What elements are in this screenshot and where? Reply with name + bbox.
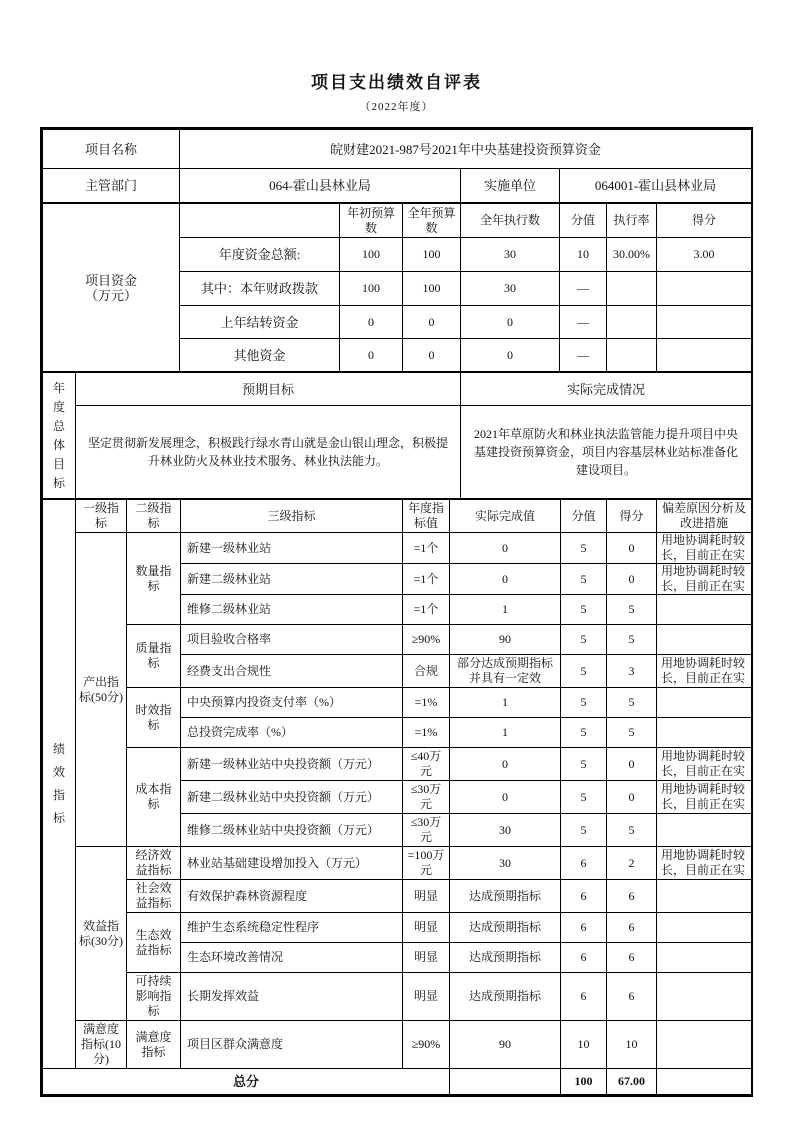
l3-indicator-cell: 新建一级林业站中央投资额（万元）	[181, 748, 403, 781]
funding-header-score-max: 分值	[560, 204, 607, 238]
l2-satisfaction: 满意度指标	[127, 1021, 181, 1069]
funding-cell: 0	[461, 306, 560, 339]
l2-quality-indicators: 质量指标	[127, 625, 181, 688]
deviation-cell: 用地协调耗时较长，目前正在实	[657, 847, 752, 880]
actual-cell: 30	[450, 847, 561, 880]
funding-cell: 100	[403, 272, 461, 306]
deviation-cell: 用地协调耗时较长，目前正在实	[657, 655, 752, 688]
expected-goal-header: 预期目标	[76, 373, 461, 406]
funding-cell: 0	[403, 306, 461, 339]
actual-cell: 0	[450, 748, 561, 781]
impl-value: 064001-霍山县林业局	[560, 169, 752, 203]
funding-header-exec-rate: 执行率	[607, 204, 657, 238]
actual-cell: 0	[450, 781, 561, 814]
score-cell: 0	[607, 781, 657, 814]
l2-quantity-indicators: 数量指标	[127, 533, 181, 625]
deviation-cell	[657, 943, 752, 973]
l3-indicator-cell: 总投资完成率（%）	[181, 718, 403, 748]
l3-indicator-cell: 长期发挥效益	[181, 973, 403, 1021]
funding-cell: —	[560, 339, 607, 372]
score-cell: 5	[607, 625, 657, 655]
deviation-cell	[657, 718, 752, 748]
funding-cell: 30	[461, 272, 560, 306]
score-cell: 0	[607, 748, 657, 781]
l2-cost-indicators: 成本指标	[127, 748, 181, 847]
target-cell: =1%	[403, 688, 450, 718]
target-cell: 明显	[403, 913, 450, 943]
l3-indicator-cell: 新建二级林业站	[181, 564, 403, 595]
info-table	[42, 129, 752, 203]
funding-cell	[657, 339, 752, 372]
score-cell: 10	[607, 1021, 657, 1069]
indicator-row	[43, 533, 752, 564]
header-target: 年度指标值	[403, 500, 450, 533]
impl-label: 实施单位	[461, 169, 560, 203]
goals-side-label: 年度总体目标	[43, 373, 76, 499]
header-score-max: 分值	[561, 500, 607, 533]
actual-cell: 0	[450, 564, 561, 595]
indicators-header-row	[43, 500, 752, 533]
funding-empty-header	[180, 204, 340, 238]
funding-cell	[607, 339, 657, 372]
l1-benefit-indicators: 效益指标(30分)	[76, 847, 127, 1021]
score-cell: 6	[607, 880, 657, 913]
funding-table	[42, 203, 752, 372]
actual-cell: 达成预期指标	[450, 973, 561, 1021]
score-cell: 5	[607, 688, 657, 718]
target-cell: =1个	[403, 595, 450, 625]
target-cell: ≤30万元	[403, 781, 450, 814]
dept-label: 主管部门	[43, 169, 180, 203]
funding-cell: —	[560, 272, 607, 306]
score-max-cell: 6	[561, 847, 607, 880]
dept-value: 064-霍山县林业局	[180, 169, 461, 203]
l3-indicator-cell: 林业站基础建设增加投入（万元）	[181, 847, 403, 880]
l3-indicator-cell: 生态环境改善情况	[181, 943, 403, 973]
deviation-cell	[657, 688, 752, 718]
score-max-cell: 5	[561, 718, 607, 748]
funding-header-initial-budget: 年初预算数	[340, 204, 403, 238]
l3-indicator-cell: 维护生态系统稳定性程序	[181, 913, 403, 943]
score-cell: 3	[607, 655, 657, 688]
target-cell: 明显	[403, 973, 450, 1021]
l3-indicator-cell: 有效保护森林资源程度	[181, 880, 403, 913]
score-max-cell: 5	[561, 688, 607, 718]
actual-cell: 1	[450, 688, 561, 718]
deviation-cell	[657, 625, 752, 655]
funding-row-label: 其他资金	[180, 339, 340, 372]
page-subtitle: （2022年度）	[359, 101, 434, 113]
page-title: 项目支出绩效自评表	[311, 73, 482, 92]
indicator-row	[43, 625, 752, 655]
actual-cell: 90	[450, 625, 561, 655]
deviation-cell: 用地协调耗时较长，目前正在实	[657, 533, 752, 564]
actual-completion-header: 实际完成情况	[461, 373, 752, 406]
score-max-cell: 5	[561, 814, 607, 847]
l1-satisfaction-indicators: 满意度指标(10分)	[76, 1021, 127, 1069]
funding-row-label: 年度资金总额:	[180, 238, 340, 272]
actual-cell: 90	[450, 1021, 561, 1069]
main-table	[40, 127, 753, 1097]
actual-cell: 达成预期指标	[450, 943, 561, 973]
header-l3: 三级指标	[181, 500, 403, 533]
score-max-cell: 5	[561, 655, 607, 688]
funding-cell: 0	[461, 339, 560, 372]
l3-indicator-cell: 维修二级林业站	[181, 595, 403, 625]
funding-cell: 100	[340, 272, 403, 306]
indicator-row	[43, 880, 752, 913]
score-cell: 5	[607, 595, 657, 625]
project-name-label: 项目名称	[43, 130, 180, 169]
l3-indicator-cell: 中央预算内投资支付率（%）	[181, 688, 403, 718]
score-max-cell: 6	[561, 913, 607, 943]
l3-indicator-cell: 项目验收合格率	[181, 625, 403, 655]
indicator-row	[43, 847, 752, 880]
score-cell: 0	[607, 564, 657, 595]
header-deviation: 偏差原因分析及改进措施	[657, 500, 752, 533]
score-cell: 6	[607, 913, 657, 943]
header-l1: 一级指标	[76, 500, 127, 533]
score-cell: 6	[607, 973, 657, 1021]
deviation-cell	[657, 880, 752, 913]
l3-indicator-cell: 新建二级林业站中央投资额（万元）	[181, 781, 403, 814]
actual-cell: 达成预期指标	[450, 913, 561, 943]
indicator-row	[43, 973, 752, 1021]
target-cell: ≤30万元	[403, 814, 450, 847]
score-max-cell: 5	[561, 564, 607, 595]
score-max-cell: 10	[561, 1021, 607, 1069]
score-cell: 6	[607, 943, 657, 973]
funding-cell: 30	[461, 238, 560, 272]
actual-cell: 30	[450, 814, 561, 847]
score-max-cell: 6	[561, 973, 607, 1021]
funding-header-score: 得分	[657, 204, 752, 238]
l3-indicator-cell: 经费支出合规性	[181, 655, 403, 688]
funding-cell: 100	[340, 238, 403, 272]
funding-cell	[657, 272, 752, 306]
funding-cell: —	[560, 306, 607, 339]
header-score: 得分	[607, 500, 657, 533]
l1-output-indicators: 产出指标(50分)	[76, 533, 127, 847]
actual-cell: 0	[450, 533, 561, 564]
deviation-cell: 用地协调耗时较长，目前正在实	[657, 781, 752, 814]
funding-cell	[607, 306, 657, 339]
target-cell: ≥90%	[403, 1021, 450, 1069]
deviation-cell	[657, 913, 752, 943]
score-cell: 5	[607, 718, 657, 748]
score-max-cell: 5	[561, 533, 607, 564]
indicator-row	[43, 748, 752, 781]
score-max-cell: 6	[561, 880, 607, 913]
funding-row-label: 上年结转资金	[180, 306, 340, 339]
target-cell: =100万元	[403, 847, 450, 880]
actual-completion-text: 2021年草原防火和林业执法监管能力提升项目中央基建投资预算资金，项目内容基层林业站标准备化建设项目。	[461, 406, 752, 499]
total-score-max-cell: 100	[561, 1069, 607, 1095]
total-score-label: 总分	[43, 1069, 450, 1095]
funding-header-executed: 全年执行数	[461, 204, 560, 238]
project-name-value: 皖财建2021-987号2021年中央基建投资预算资金	[180, 130, 752, 169]
l3-indicator-cell: 新建一级林业站	[181, 533, 403, 564]
total-score-row	[43, 1069, 752, 1095]
score-max-cell: 5	[561, 595, 607, 625]
score-max-cell: 5	[561, 748, 607, 781]
l2-timeliness-indicators: 时效指标	[127, 688, 181, 748]
funding-cell: 0	[340, 306, 403, 339]
funding-cell: 0	[340, 339, 403, 372]
target-cell: =1%	[403, 718, 450, 748]
score-max-cell: 5	[561, 625, 607, 655]
l3-indicator-cell: 维修二级林业站中央投资额（万元）	[181, 814, 403, 847]
target-cell: 合规	[403, 655, 450, 688]
indicator-row	[43, 1021, 752, 1069]
indicator-row	[43, 913, 752, 943]
total-score-cell: 67.00	[607, 1069, 657, 1095]
deviation-cell	[657, 595, 752, 625]
indicator-row	[43, 688, 752, 718]
target-cell: ≤40万元	[403, 748, 450, 781]
deviation-cell	[657, 814, 752, 847]
total-actual-cell	[450, 1069, 561, 1095]
funding-cell: 3.00	[657, 238, 752, 272]
target-cell: =1个	[403, 533, 450, 564]
funding-side-label: 项目资金（万元）	[43, 204, 180, 372]
l2-social-benefit: 社会效益指标	[127, 880, 181, 913]
l3-indicator-cell: 项目区群众满意度	[181, 1021, 403, 1069]
target-cell: =1个	[403, 564, 450, 595]
deviation-cell	[657, 973, 752, 1021]
header-actual: 实际完成值	[450, 500, 561, 533]
actual-cell: 1	[450, 595, 561, 625]
funding-cell: 10	[560, 238, 607, 272]
actual-cell: 部分达成预期指标并具有一定效	[450, 655, 561, 688]
actual-cell: 达成预期指标	[450, 880, 561, 913]
funding-cell	[657, 306, 752, 339]
funding-cell	[607, 272, 657, 306]
funding-header-annual-budget: 全年预算数	[403, 204, 461, 238]
l2-sustainable-impact: 可持续影响指标	[127, 973, 181, 1021]
funding-row-label: 其中：本年财政拨款	[180, 272, 340, 306]
actual-cell: 1	[450, 718, 561, 748]
deviation-cell: 用地协调耗时较长，目前正在实	[657, 748, 752, 781]
funding-cell: 30.00%	[607, 238, 657, 272]
target-cell: ≥90%	[403, 625, 450, 655]
target-cell: 明显	[403, 880, 450, 913]
indicators-side-label: 绩效指标	[43, 500, 76, 1069]
deviation-cell	[657, 1021, 752, 1069]
target-cell: 明显	[403, 943, 450, 973]
expected-goal-text: 坚定贯彻新发展理念，积极践行绿水青山就是金山银山理念，积极提升林业防火及林业技术服务、林业执法能力。	[76, 406, 461, 499]
score-cell: 0	[607, 533, 657, 564]
score-cell: 5	[607, 814, 657, 847]
total-deviation-cell	[657, 1069, 752, 1095]
score-max-cell: 5	[561, 781, 607, 814]
funding-cell: 100	[403, 238, 461, 272]
deviation-cell: 用地协调耗时较长，目前正在实	[657, 564, 752, 595]
score-cell: 2	[607, 847, 657, 880]
l2-economic-benefit: 经济效益指标	[127, 847, 181, 880]
indicators-table	[42, 499, 752, 1095]
l2-ecological-benefit: 生态效益指标	[127, 913, 181, 973]
goals-table	[42, 372, 752, 499]
header-l2: 二级指标	[127, 500, 181, 533]
funding-cell: 0	[403, 339, 461, 372]
score-max-cell: 6	[561, 943, 607, 973]
